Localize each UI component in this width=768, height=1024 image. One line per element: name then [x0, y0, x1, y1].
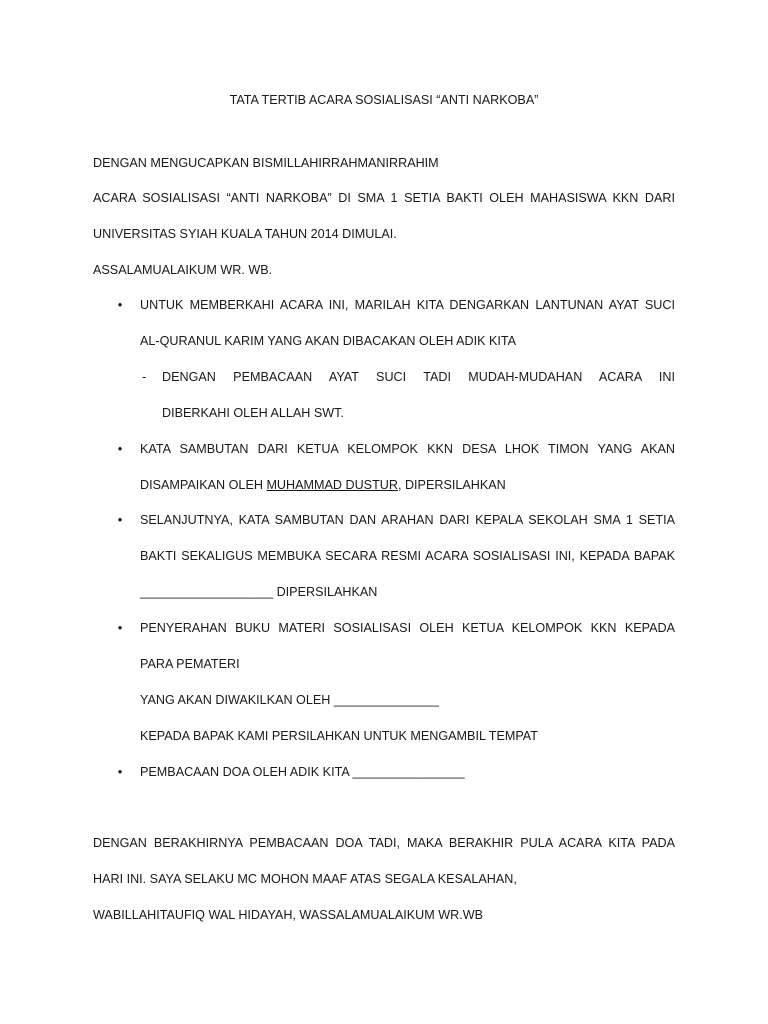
bullet-icon: •: [117, 297, 123, 312]
item-4-line-1: PENYERAHAN BUKU MATERI SOSIALISASI OLEH KETUA KELOMPOK KKN KEPADA: [140, 621, 675, 635]
item-3-line-3: ___________________ DIPERSILAHKAN: [140, 585, 378, 599]
closing-line-1: DENGAN BERAKHIRNYA PEMBACAAN DOA TADI, MAKA BERAKHIR PULA ACARA KITA PADA: [93, 836, 675, 850]
item-1-sub-line-1: DENGAN PEMBACAAN AYAT SUCI TADI MUDAH-MUDAHAN ACARA INI: [162, 370, 675, 384]
intro-line-1: DENGAN MENGUCAPKAN BISMILLAHIRRAHMANIRRAHIM: [93, 156, 439, 170]
item-2-line-1: KATA SAMBUTAN DARI KETUA KELOMPOK KKN DESA LHOK TIMON YANG AKAN: [140, 442, 675, 456]
item-4-line-3: YANG AKAN DIWAKILKAN OLEH _______________: [140, 693, 439, 707]
item-1-line-2: AL-QURANUL KARIM YANG AKAN DIBACAKAN OLEH ADIK KITA: [140, 334, 517, 348]
item-2-suffix: , DIPERSILAHKAN: [397, 478, 506, 492]
dash-icon: -: [142, 370, 147, 384]
item-2-line-2: [140, 477, 506, 493]
intro-line-4: ASSALAMUALAIKUM WR. WB.: [93, 263, 273, 277]
closing-line-2: HARI INI. SAYA SELAKU MC MOHON MAAF ATAS SEGALA KESALAHAN,: [93, 872, 517, 886]
item-3-line-2: BAKTI SEKALIGUS MEMBUKA SECARA RESMI ACARA SOSIALISASI INI, KEPADA BAPAK: [140, 549, 675, 563]
closing-line-3: WABILLAHITAUFIQ WAL HIDAYAH, WASSALAMUALAIKUM WR.WB: [93, 908, 483, 922]
item-1-sub-line-2: DIBERKAHI OLEH ALLAH SWT.: [162, 406, 344, 420]
item-2-prefix: DISAMPAIKAN OLEH: [140, 478, 267, 492]
item-5-line-1: PEMBACAAN DOA OLEH ADIK KITA ________________: [140, 765, 465, 779]
bullet-icon: •: [117, 620, 123, 635]
bullet-icon: •: [117, 441, 123, 456]
item-4-line-4: KEPADA BAPAK KAMI PERSILAHKAN UNTUK MENGAMBIL TEMPAT: [140, 729, 538, 743]
item-4-line-2: PARA PEMATERI: [140, 657, 240, 671]
document-title: TATA TERTIB ACARA SOSIALISASI “ANTI NARKOBA”: [229, 93, 539, 107]
intro-line-2: ACARA SOSIALISASI “ANTI NARKOBA” DI SMA 1 SETIA BAKTI OLEH MAHASISWA KKN DARI: [93, 191, 675, 205]
speaker-name: MUHAMMAD DUSTUR: [266, 478, 398, 492]
intro-line-3: UNIVERSITAS SYIAH KUALA TAHUN 2014 DIMULAI.: [93, 227, 397, 241]
bullet-icon: •: [117, 512, 123, 527]
item-3-line-1: SELANJUTNYA, KATA SAMBUTAN DAN ARAHAN DARI KEPALA SEKOLAH SMA 1 SETIA: [140, 513, 675, 527]
item-1-line-1: UNTUK MEMBERKAHI ACARA INI, MARILAH KITA DENGARKAN LANTUNAN AYAT SUCI: [140, 298, 675, 312]
bullet-icon: •: [117, 764, 123, 779]
